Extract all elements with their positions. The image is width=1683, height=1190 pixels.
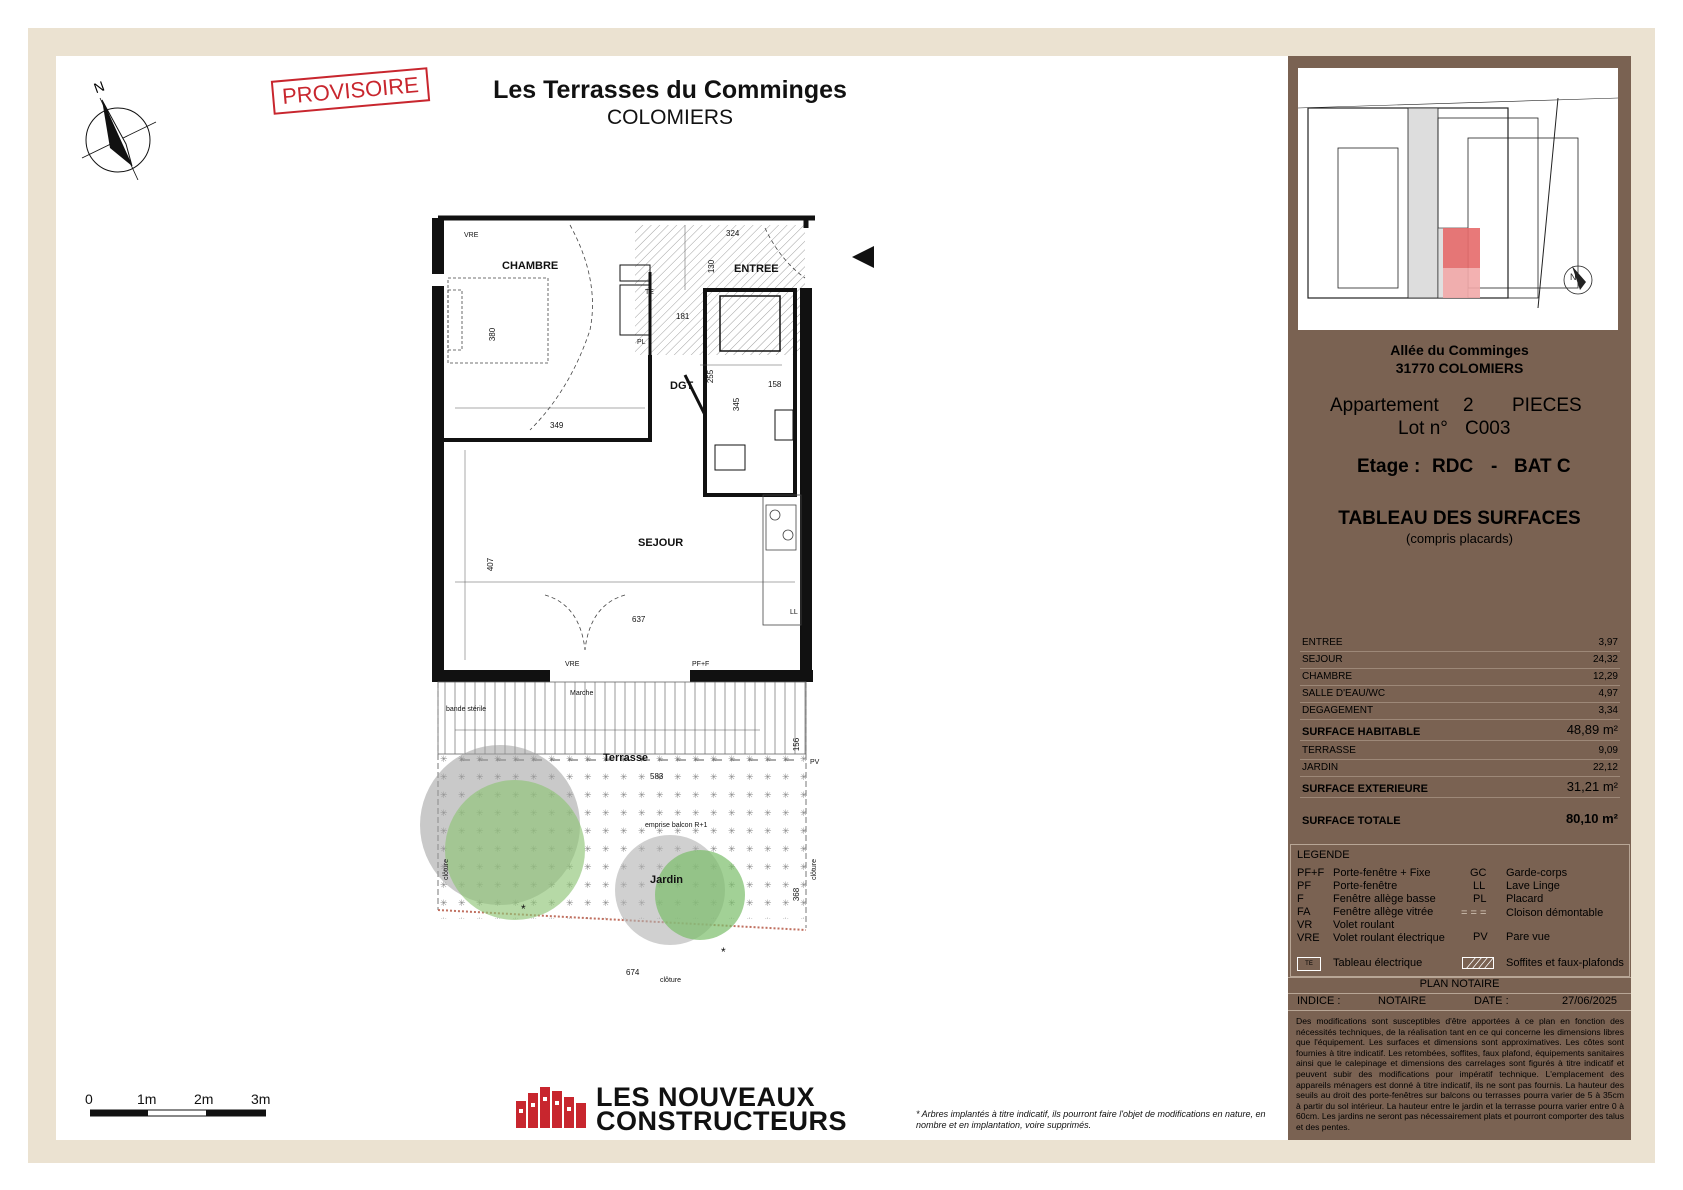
legend-text: Garde-corps [1506, 867, 1568, 879]
surface-habitable-row: SURFACE HABITABLE 48,89 m² [1300, 720, 1620, 741]
provisional-stamp: PROVISOIRE [271, 67, 430, 115]
toilet [775, 410, 793, 440]
tree-marker-1: * [521, 902, 526, 916]
etage-value: RDC [1432, 456, 1474, 477]
dim-674: 674 [626, 968, 640, 977]
surface-row: CHAMBRE 12,29 [1300, 668, 1620, 686]
mark-pl: PL [637, 339, 646, 346]
mark-balcon: emprise balcon R+1 [645, 822, 708, 829]
dim-407: 407 [486, 557, 496, 572]
dim-130: 130 [707, 259, 717, 274]
project-title: Les Terrasses du Comminges [493, 76, 847, 104]
dim-368: 368 [792, 887, 802, 902]
mark-marche: Marche [570, 690, 594, 697]
surface-exterieure-row: SURFACE EXTERIEURE 31,21 m² [1300, 777, 1620, 798]
building: BAT C [1514, 456, 1571, 477]
surface-row: SALLE D'EAU/WC 4,97 [1300, 685, 1620, 703]
legend-code: LL [1473, 880, 1486, 892]
surface-totale-row: SURFACE TOTALE 80,10 m² [1302, 811, 1618, 827]
dim-158: 158 [768, 380, 782, 389]
legend-soffite-text: Soffites et faux-plafonds [1506, 957, 1624, 969]
company-name-line2: CONSTRUCTEURS [596, 1106, 848, 1136]
address-line2: 31770 COLOMIERS [1395, 360, 1524, 376]
legend-te-icon: TE [1297, 957, 1321, 971]
mark-ll: LL [790, 609, 798, 616]
dim-345: 345 [732, 397, 742, 412]
room-chambre: CHAMBRE [502, 260, 559, 272]
lot-value: C003 [1465, 418, 1511, 439]
room-sejour: SEJOUR [638, 537, 684, 549]
north-arrow-icon [80, 77, 160, 180]
legend-text: Fenêtre allège vitrée [1333, 906, 1434, 918]
terrace-deck [438, 682, 806, 754]
north-label: N [91, 77, 107, 97]
legend-code: PL [1473, 893, 1487, 905]
address-line1: Allée du Comminges [1390, 342, 1529, 358]
dim-255: 255 [706, 369, 716, 384]
mark-cloture-bottom: clôture [660, 977, 682, 984]
company-name-line1: LES NOUVEAUX [596, 1082, 816, 1112]
etage-label: Etage : [1357, 456, 1421, 477]
surface-row: ENTREE 3,97 [1300, 634, 1620, 652]
surface-row: SEJOUR 24,32 [1300, 651, 1620, 669]
etage-separator: - [1491, 456, 1498, 477]
scale-label-1m: 1m [137, 1091, 157, 1107]
legend-code: = = = [1461, 907, 1487, 919]
company-logo-icon [514, 1083, 589, 1128]
room-jardin: Jardin [650, 874, 684, 886]
legend-text: Volet roulant [1333, 919, 1395, 931]
entry-arrow-icon [850, 244, 876, 270]
mark-cloture-right: clôture [811, 858, 819, 881]
legend-text: Porte-fenêtre + Fixe [1333, 867, 1431, 879]
scale-label-2m: 2m [194, 1091, 214, 1107]
sink [715, 445, 745, 470]
mark-pfpf: PF+F [692, 661, 710, 668]
apartment-pieces: PIECES [1512, 395, 1582, 416]
surface-table-title: TABLEAU DES SURFACES [1338, 508, 1581, 529]
tree-marker-2: * [721, 945, 726, 959]
surface-row: DEGAGEMENT 3,34 [1300, 702, 1620, 720]
apartment-word: Appartement [1330, 395, 1439, 416]
highlighted-lot [1443, 228, 1480, 268]
divider [1288, 993, 1631, 994]
dim-324: 324 [726, 229, 740, 238]
mark-vre-top: VRE [464, 232, 479, 239]
mark-vre-bottom: VRE [565, 661, 580, 668]
mark-bande: bande stérile [446, 706, 487, 713]
tree-small [655, 850, 745, 940]
tree-large [445, 780, 585, 920]
legend-text: Pare vue [1506, 931, 1551, 943]
legend-text: Volet roulant électrique [1333, 932, 1445, 944]
plan-notaire-title: PLAN NOTAIRE [1419, 978, 1500, 990]
dim-349: 349 [550, 421, 564, 430]
key-plan-north-label: N [1570, 272, 1577, 282]
legend-code: VRE [1297, 932, 1320, 944]
legend-code: F [1297, 893, 1304, 905]
legend-text: Placard [1506, 893, 1544, 905]
legend-te-text: Tableau électrique [1333, 957, 1423, 969]
dim-181: 181 [676, 312, 690, 321]
scale-label-3m: 3m [251, 1091, 271, 1107]
legal-disclaimer: Des modifications sont susceptibles d'être apportées à ce plan en fonction des nécessités techniques, de la réalisation tant en ce qui concerne les dimensions libres que l'équipement. Les surfaces et dimensions sont approximatives. Les côtes sont fournies à titre indicatif. Les retombées, soffites, faux plafond, équipements sanitaires ainsi que le calepinage et dimensions des carrelages sont figurés à titre indicatif et peuvent subir des modifications pour impératif technique. L'emplacement des appareils ménagers est donné à titre indicatif, ils ne sont pas fournis. La hauteur des seuils au droit des porte-fenêtres sur balcons ou terrasses pourra varier de 5 à 35cm à partir du sol intérieur. La hauteur entre le jardin et la terrasse pourra varier entre 0 à 60cm. Les jardins ne seront pas nécessairement plats et pourront comporter des talus et des pentes. [1296, 1016, 1624, 1132]
key-plan [1298, 68, 1618, 330]
legend-code: PV [1473, 931, 1488, 943]
legend-code: FA [1297, 906, 1311, 918]
legend-text: Lave Linge [1506, 880, 1560, 892]
legend-soffite-icon [1462, 957, 1494, 969]
dim-156: 156 [792, 737, 802, 752]
legend-code: GC [1470, 867, 1487, 879]
dim-380: 380 [488, 327, 498, 342]
apartment-rooms: 2 [1463, 395, 1474, 416]
legend-code: PF [1297, 880, 1312, 892]
legend-code: VR [1297, 919, 1313, 931]
mark-te: TE [645, 289, 654, 296]
scale-bar [90, 1108, 266, 1120]
legend-code: PF+F [1297, 867, 1325, 879]
mark-cloture-left: clôture [443, 858, 451, 881]
room-terrasse: Terrasse [603, 752, 649, 764]
date-value: 27/06/2025 [1562, 995, 1618, 1007]
surface-table-subtitle: (compris placards) [1406, 531, 1513, 546]
room-dgt: DGT [670, 380, 694, 392]
divider [1288, 1010, 1631, 1011]
legend-text: Cloison démontable [1506, 907, 1604, 919]
scale-label-0: 0 [85, 1091, 93, 1107]
legend-text: Fenêtre allège basse [1333, 893, 1436, 905]
tree-footnote: * Arbres implantés à titre indicatif, ils pourront faire l'objet de modifications en nature, en nombre et en implantation, voire supprimés. [916, 1109, 1266, 1130]
date-label: DATE : [1474, 995, 1509, 1007]
room-entree: ENTREE [734, 263, 779, 275]
dim-583: 583 [650, 772, 664, 781]
dim-637: 637 [632, 615, 646, 624]
legend-text: Porte-fenêtre [1333, 880, 1398, 892]
project-city: COLOMIERS [606, 106, 734, 129]
bed-outline [448, 278, 548, 363]
indice-value: NOTAIRE [1378, 995, 1427, 1007]
indice-label: INDICE : [1297, 995, 1341, 1007]
mark-pv: PV [810, 759, 820, 766]
legend-title: LEGENDE [1297, 849, 1350, 861]
lot-label: Lot n° [1398, 418, 1448, 439]
surface-row: TERRASSE 9,09 [1300, 742, 1620, 760]
surface-row: JARDIN 22,12 [1300, 759, 1620, 777]
